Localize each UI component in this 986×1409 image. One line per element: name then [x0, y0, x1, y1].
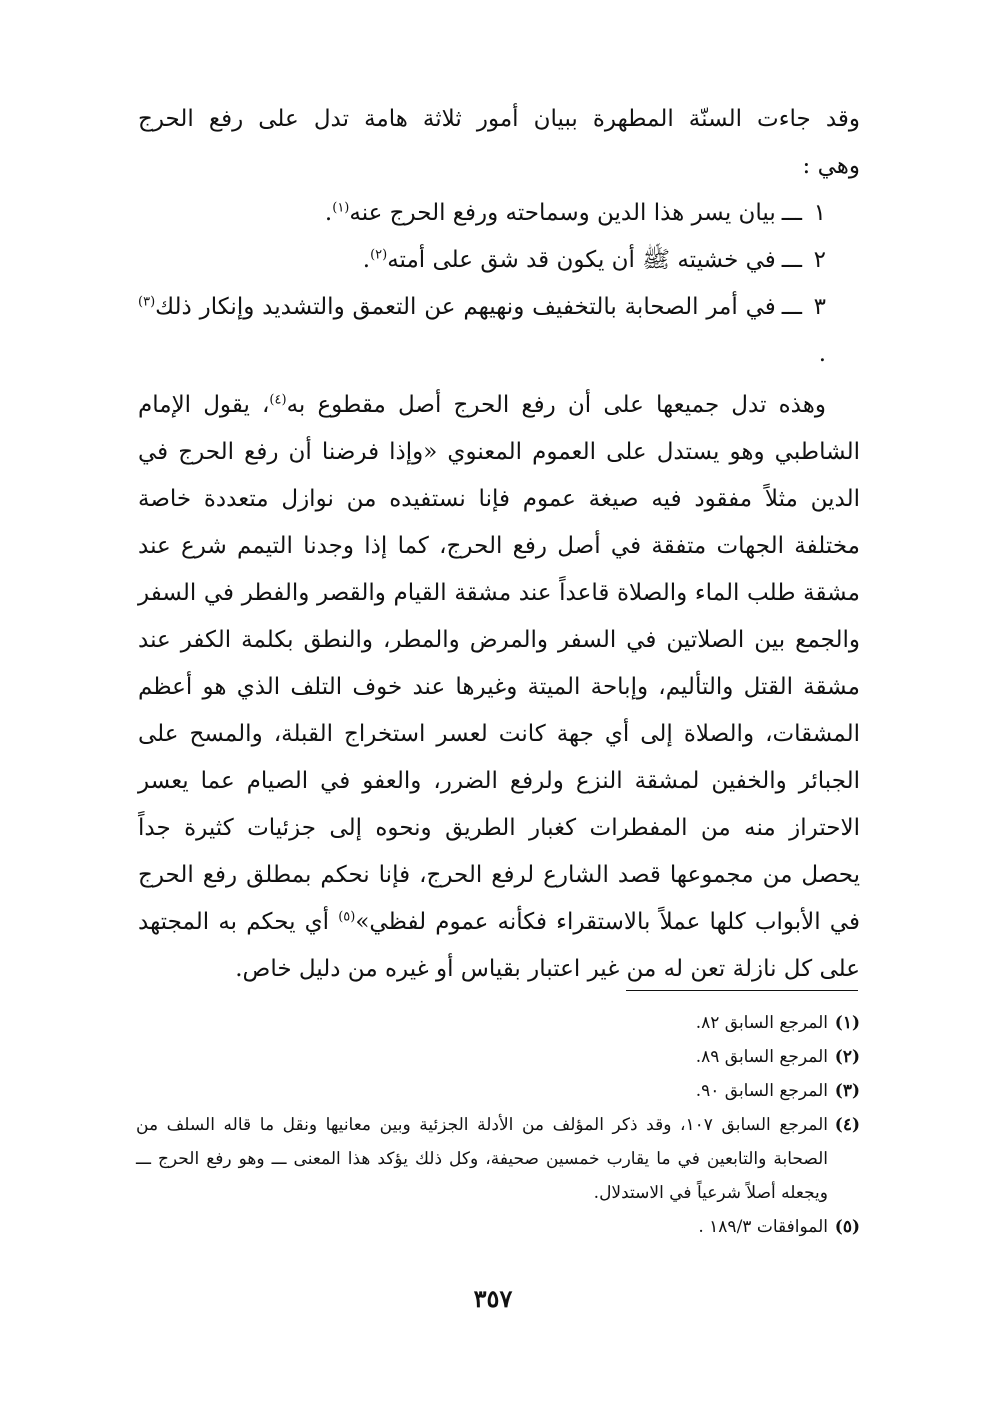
- list-item-2: [138, 237, 860, 284]
- footnote-text: المرجع السابق ٩٠.: [695, 1081, 828, 1101]
- footnote-ref-2: (٢): [370, 247, 388, 263]
- list-item-number: ٢: [813, 247, 826, 273]
- footnote-text: الموافقات ١٨٩/٣ .: [698, 1217, 828, 1237]
- intro-line-2: وهي :: [802, 153, 860, 179]
- quote-paragraph: [138, 382, 860, 993]
- footnote-separator: [626, 990, 858, 991]
- footnote-number: (٥): [834, 1217, 860, 1237]
- list-item-number: ٣: [813, 294, 826, 320]
- list-item-dash: ـــ: [781, 247, 802, 273]
- list-item-number: ١: [813, 200, 826, 226]
- footnotes: [136, 1006, 860, 1244]
- page-number: ٣٥٧: [473, 1284, 513, 1313]
- footnote-number: (١): [834, 1013, 860, 1033]
- footnote-number: (٤): [834, 1115, 860, 1135]
- list-item-end: .: [324, 200, 333, 226]
- footnote-ref-3: (٣): [138, 294, 156, 310]
- footnote-text: المرجع السابق ١٠٧، وقد ذكر المؤلف من الأدلة الجزئية وبين معانيها ونقل ما قاله السلف من الصحابة والتابعين في ما يقارب خمسين صحيفة، وكل ذلك يؤكد هذا المعنى ـــ وهو رفع الحرج ـــ ويجعله أصلاً شرعياً في الاستدلال.: [136, 1115, 828, 1203]
- paragraph-part-1: وهذه تدل جميعها على أن رفع الحرج أصل مقطوع به: [286, 392, 826, 418]
- footnote-1: [136, 1006, 860, 1040]
- intro-line-1: وقد جاءت السنّة المطهرة ببيان أمور ثلاثة هامة تدل على رفع الحرج: [138, 106, 860, 132]
- list-item-3: [138, 284, 860, 378]
- footnote-ref-4: (٤): [269, 392, 287, 408]
- footnote-number: (٢): [834, 1047, 860, 1067]
- footnote-5: [136, 1210, 860, 1244]
- paragraph-part-2: ، يقول الإمام الشاطبي وهو يستدل على العموم المعنوي «وإذا فرضنا أن رفع الحرج في الدين مثلاً مفقود فيه صيغة عموم فإنا نستفيده من نوازل متعددة خاصة مختلفة الجهات متفقة في أصل رفع الحرج، كما إذا وجدنا التيمم شرع عند مشقة طلب الماء والصلاة قاعداً عند مشقة القيام والقصر والفطر في السفر والجمع بين الصلاتين في السفر والمرض والمطر، والنطق بكلمة الكفر عند مشقة القتل والتأليم، وإباحة الميتة وغيرها عند خوف التلف الذي هو أعظم المشقات، والصلاة إلى أي جهة كانت لعسر استخراج القبلة، والمسح على الجبائر والخفين لمشقة النزع ولرفع الضرر، والعفو في الصيام عما يعسر الاحتراز منه من المفطرات كغبار الطريق ونحوه إلى جزئيات كثيرة جداً يحصل من مجموعها قصد الشارع لرفع الحرج، فإنا نحكم بمطلق رفع الحرج في الأبواب كلها عملاً بالاستقراء فكأنه عموم لفظي»: [138, 392, 860, 935]
- list-item-text: في خشيته ﷺ أن يكون قد شق على أمته: [387, 247, 776, 273]
- footnote-ref-5: (٥): [338, 909, 356, 925]
- list-item-end: .: [818, 341, 826, 367]
- main-text: [138, 96, 860, 993]
- list-item-text: بيان يسر هذا الدين وسماحته ورفع الحرج عنه: [349, 200, 776, 226]
- footnote-4: [136, 1108, 860, 1210]
- footnote-2: [136, 1040, 860, 1074]
- footnote-number: (٣): [834, 1081, 860, 1101]
- list-item-end: .: [362, 247, 371, 273]
- footnote-ref-1: (١): [332, 200, 350, 216]
- list-item-text: في أمر الصحابة بالتخفيف ونهيهم عن التعمق والتشديد وإنكار ذلك: [155, 294, 776, 320]
- list-item-1: [138, 190, 860, 237]
- footnote-3: [136, 1074, 860, 1108]
- footnote-text: المرجع السابق ٨٩.: [695, 1047, 828, 1067]
- paragraph-part-3: أي يحكم به المجتهد على كل نازلة تعن له من غير اعتبار بقياس أو غيره من دليل خاص.: [138, 909, 860, 982]
- footnote-text: المرجع السابق ٨٢.: [695, 1013, 828, 1033]
- list-item-dash: ـــ: [781, 200, 802, 226]
- list-item-dash: ـــ: [781, 294, 802, 320]
